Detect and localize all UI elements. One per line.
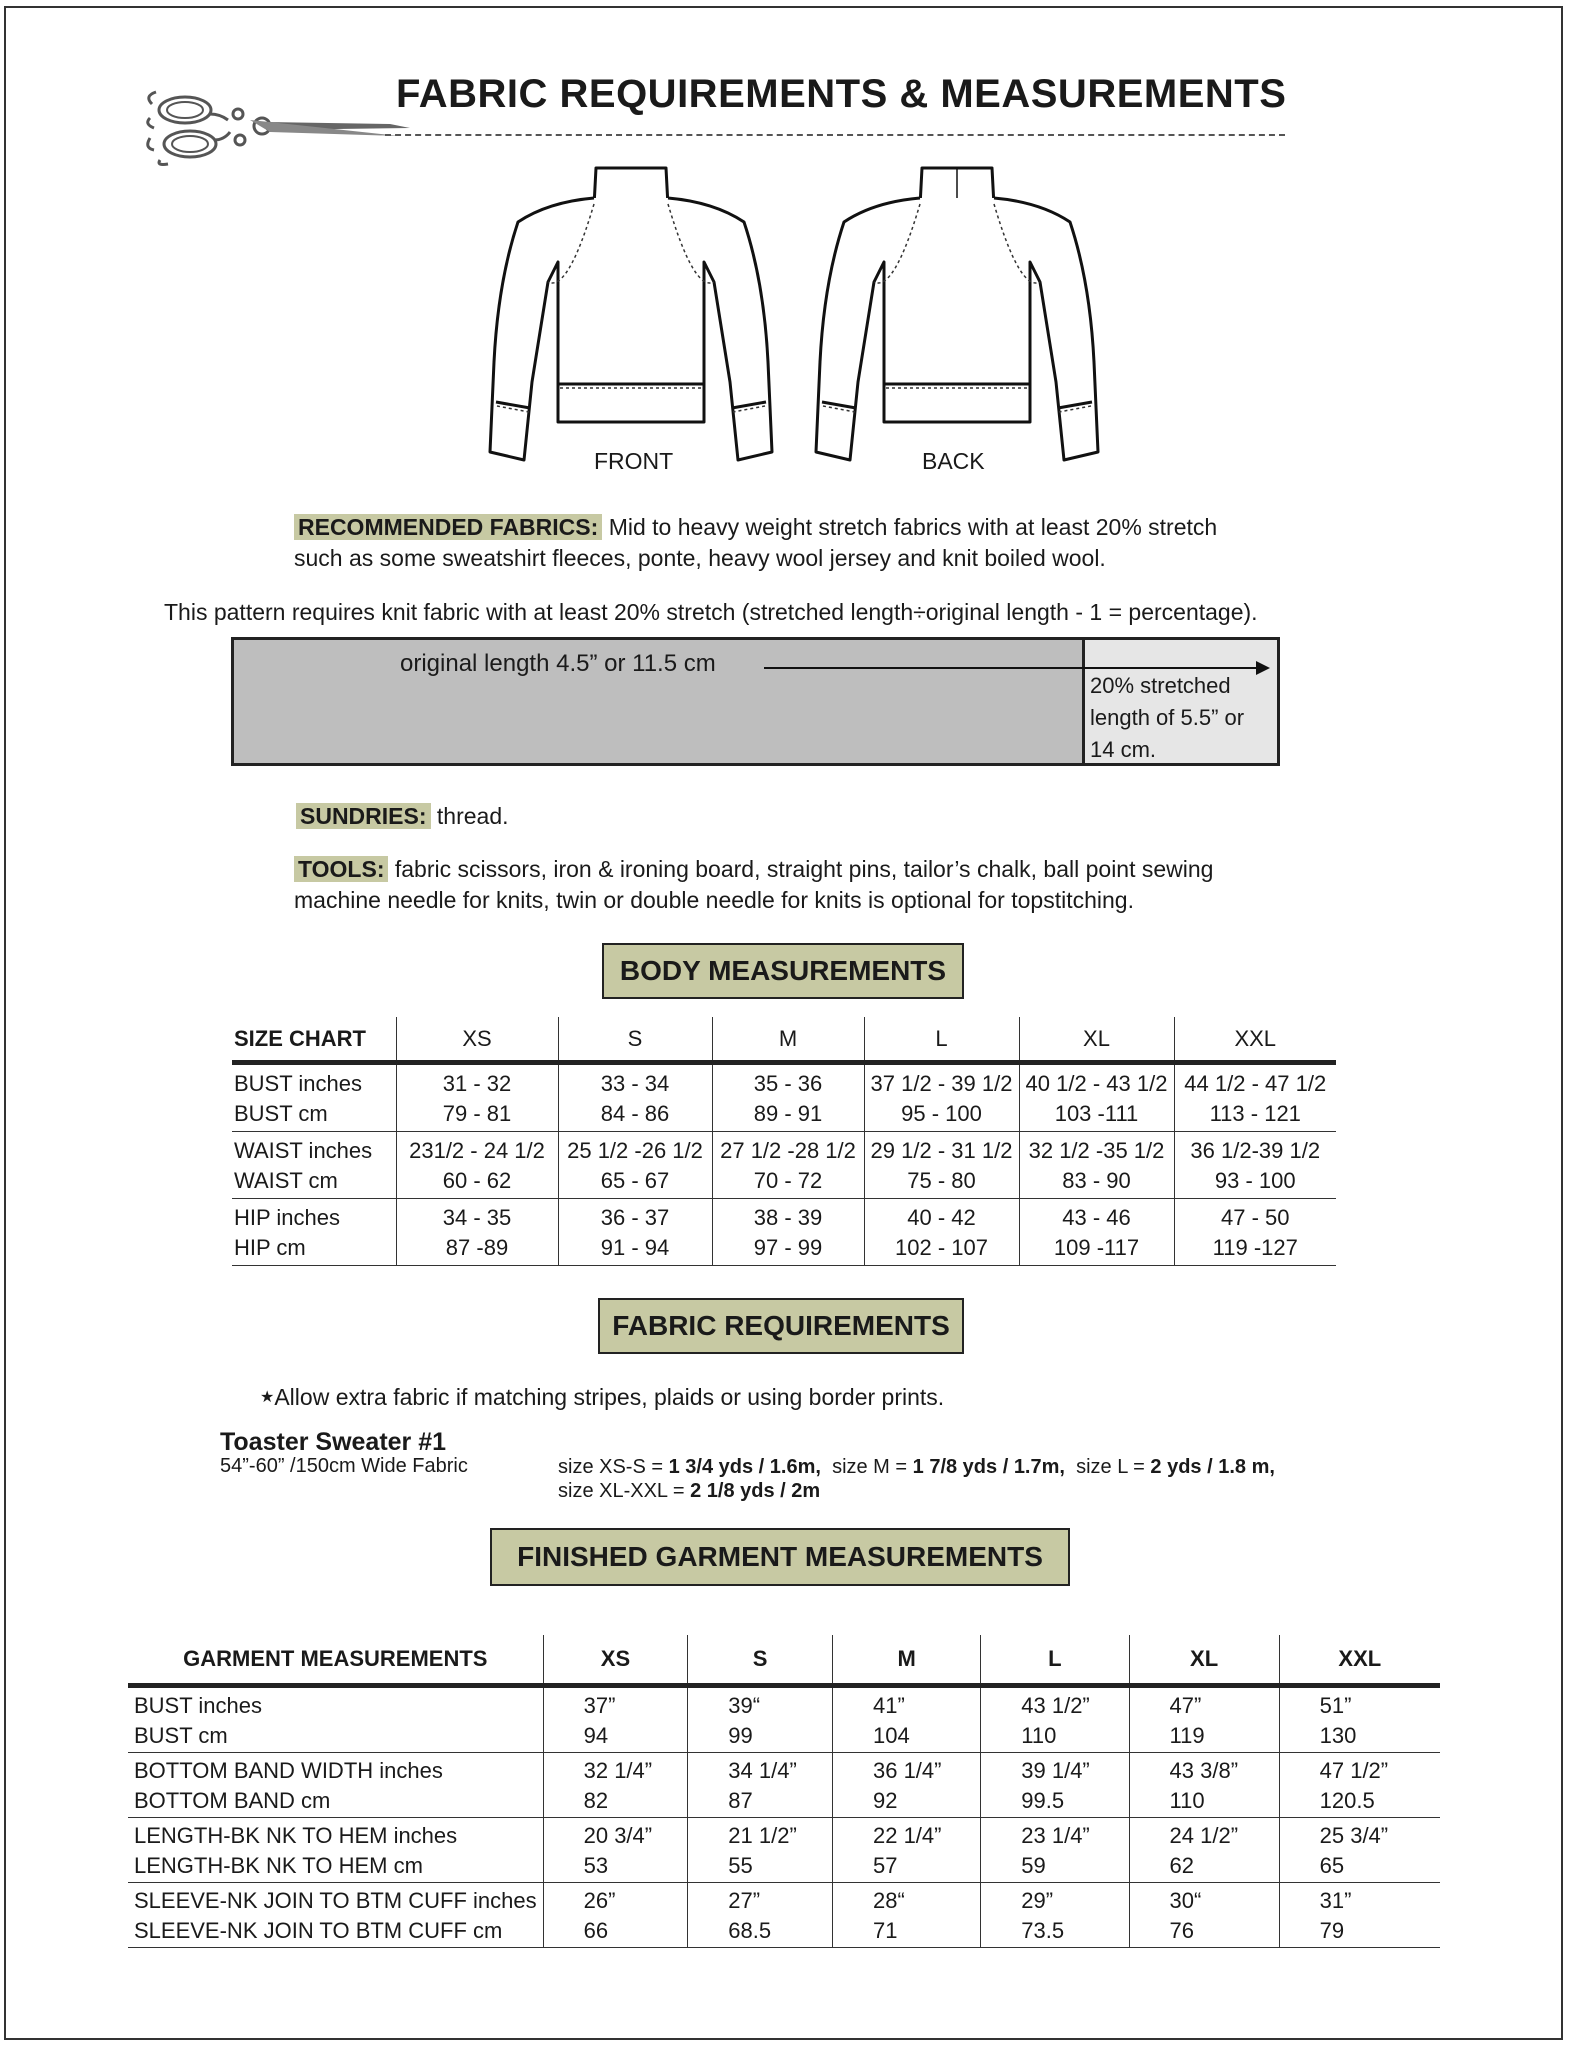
- size-header: M: [832, 1635, 980, 1686]
- table-cell: 43 1/2” 110: [981, 1686, 1129, 1753]
- fabric-note: ★Allow extra fabric if matching stripes, plaids or using border prints.: [260, 1384, 945, 1410]
- table-cell: 23 1/4” 59: [981, 1818, 1129, 1883]
- table-cell: 21 1/2” 55: [688, 1818, 833, 1883]
- table-cell: 26” 66: [543, 1883, 688, 1948]
- table-row: [128, 1753, 1440, 1818]
- recommended-label: RECOMMENDED FABRICS:: [294, 514, 602, 540]
- table-cell: 39“ 99: [688, 1686, 833, 1753]
- table-cell: 41” 104: [832, 1686, 980, 1753]
- table-cell: 32 1/2 -35 1/2 83 - 90: [1019, 1132, 1174, 1199]
- back-label: BACK: [922, 448, 985, 474]
- table-cell: 37 1/2 - 39 1/2 95 - 100: [864, 1063, 1019, 1132]
- size-header: XXL: [1174, 1017, 1336, 1063]
- fabric-width: 54”-60” /150cm Wide Fabric: [220, 1455, 468, 1477]
- table-cell: 31” 79: [1279, 1883, 1440, 1948]
- row-label: HIP inches HIP cm: [234, 1205, 340, 1260]
- table-cell: 27” 68.5: [688, 1883, 833, 1948]
- stretch-note: This pattern requires knit fabric with at least 20% stretch (stretched length÷original length - 1 = percentage).: [164, 599, 1258, 625]
- table-cell: 30“ 76: [1129, 1883, 1279, 1948]
- size-header: L: [864, 1017, 1019, 1063]
- tools: [294, 854, 1213, 916]
- size-header: XXL: [1279, 1635, 1440, 1686]
- size-chart-header: SIZE CHART: [234, 1025, 366, 1051]
- size-header: S: [688, 1635, 833, 1686]
- title-divider: [385, 134, 1285, 136]
- body-measurements-table: [232, 1017, 1336, 1266]
- table-cell: 43 3/8” 110: [1129, 1753, 1279, 1818]
- sundries-text: thread.: [436, 803, 509, 829]
- table-cell: 36 1/2-39 1/2 93 - 100: [1174, 1132, 1336, 1199]
- row-label: WAIST inches WAIST cm: [234, 1138, 373, 1193]
- table-cell: 34 1/4” 87: [688, 1753, 833, 1818]
- recommended-line1: Mid to heavy weight stretch fabrics with at least 20% stretch: [608, 514, 1218, 540]
- table-row: [128, 1818, 1440, 1883]
- table-cell: 39 1/4” 99.5: [981, 1753, 1129, 1818]
- recommended-fabrics: [294, 512, 1217, 574]
- row-label: SLEEVE-NK JOIN TO BTM CUFF inches SLEEVE-NK JOIN TO BTM CUFF cm: [134, 1888, 537, 1943]
- table-cell: 38 - 39 97 - 99: [712, 1199, 864, 1266]
- table-cell: 29” 73.5: [981, 1883, 1129, 1948]
- size-header: XL: [1129, 1635, 1279, 1686]
- table-cell: 47 1/2” 120.5: [1279, 1753, 1440, 1818]
- table-cell: 25 1/2 -26 1/2 65 - 67: [558, 1132, 712, 1199]
- sweater-back-illustration: [814, 162, 1104, 462]
- table-row: [232, 1063, 1336, 1132]
- item-name: Toaster Sweater #1: [220, 1428, 447, 1456]
- table-cell: 32 1/4” 82: [543, 1753, 688, 1818]
- fabric-yardage: size XS-S = 1 3/4 yds / 1.6m, size M = 1 7/8 yds / 1.7m, size L = 2 yds / 1.8 m, size XL-XXL = 2 1/8 yds / 2m: [558, 1456, 1275, 1502]
- tools-line1: fabric scissors, iron & ironing board, straight pins, tailor’s chalk, ball point sewing: [394, 856, 1214, 882]
- original-length-label: original length 4.5” or 11.5 cm: [400, 650, 716, 677]
- table-cell: 231/2 - 24 1/2 60 - 62: [396, 1132, 558, 1199]
- size-header: S: [558, 1017, 712, 1063]
- table-cell: 28“ 71: [832, 1883, 980, 1948]
- table-cell: 40 1/2 - 43 1/2 103 -111: [1019, 1063, 1174, 1132]
- table-cell: 35 - 36 89 - 91: [712, 1063, 864, 1132]
- tools-line2: machine needle for knits, twin or double needle for knits is optional for topstitching.: [294, 887, 1134, 913]
- table-header-row: [232, 1017, 1336, 1063]
- table-cell: 25 3/4” 65: [1279, 1818, 1440, 1883]
- fabric-requirements-heading: FABRIC REQUIREMENTS: [598, 1298, 964, 1354]
- table-cell: 36 - 37 91 - 94: [558, 1199, 712, 1266]
- sundries-label: SUNDRIES:: [296, 803, 431, 829]
- table-row: [128, 1883, 1440, 1948]
- body-measurements-heading: BODY MEASUREMENTS: [602, 943, 964, 999]
- row-label: BOTTOM BAND WIDTH inches BOTTOM BAND cm: [134, 1758, 443, 1813]
- row-label: LENGTH-BK NK TO HEM inches LENGTH-BK NK TO HEM cm: [134, 1823, 458, 1878]
- row-label: BUST inches BUST cm: [234, 1071, 362, 1126]
- row-label: BUST inches BUST cm: [134, 1693, 262, 1748]
- size-header: M: [712, 1017, 864, 1063]
- table-row: [232, 1199, 1336, 1266]
- size-header: L: [981, 1635, 1129, 1686]
- table-cell: 34 - 35 87 -89: [396, 1199, 558, 1266]
- table-cell: 43 - 46 109 -117: [1019, 1199, 1174, 1266]
- front-label: FRONT: [594, 448, 674, 474]
- stretched-length-label: 20% stretched length of 5.5” or 14 cm.: [1090, 673, 1245, 762]
- table-cell: 20 3/4” 53: [543, 1818, 688, 1883]
- recommended-line2: such as some sweatshirt fleeces, ponte, heavy wool jersey and knit boiled wool.: [294, 545, 1106, 571]
- table-cell: 40 - 42 102 - 107: [864, 1199, 1019, 1266]
- table-cell: 22 1/4” 57: [832, 1818, 980, 1883]
- table-row: [232, 1132, 1336, 1199]
- garment-measurements-table: [128, 1635, 1440, 1948]
- table-cell: 37” 94: [543, 1686, 688, 1753]
- sweater-front-illustration: [488, 162, 778, 462]
- sundries: [296, 801, 509, 832]
- table-cell: 24 1/2” 62: [1129, 1818, 1279, 1883]
- garment-measurements-header: GARMENT MEASUREMENTS: [183, 1646, 488, 1671]
- table-cell: 31 - 32 79 - 81: [396, 1063, 558, 1132]
- table-row: [128, 1686, 1440, 1753]
- table-cell: 51” 130: [1279, 1686, 1440, 1753]
- table-cell: 29 1/2 - 31 1/2 75 - 80: [864, 1132, 1019, 1199]
- page-title: FABRIC REQUIREMENTS & MEASUREMENTS: [396, 72, 1287, 116]
- table-cell: 36 1/4” 92: [832, 1753, 980, 1818]
- table-cell: 44 1/2 - 47 1/2 113 - 121: [1174, 1063, 1336, 1132]
- table-cell: 47 - 50 119 -127: [1174, 1199, 1336, 1266]
- table-header-row: [128, 1635, 1440, 1686]
- size-header: XL: [1019, 1017, 1174, 1063]
- star-icon: ★: [260, 1389, 275, 1406]
- table-cell: 27 1/2 -28 1/2 70 - 72: [712, 1132, 864, 1199]
- garment-measurements-heading: FINISHED GARMENT MEASUREMENTS: [490, 1528, 1070, 1586]
- table-cell: 33 - 34 84 - 86: [558, 1063, 712, 1132]
- size-header: XS: [396, 1017, 558, 1063]
- tools-label: TOOLS:: [294, 856, 388, 882]
- table-cell: 47” 119: [1129, 1686, 1279, 1753]
- size-header: XS: [543, 1635, 688, 1686]
- scissors-icon: [140, 84, 410, 168]
